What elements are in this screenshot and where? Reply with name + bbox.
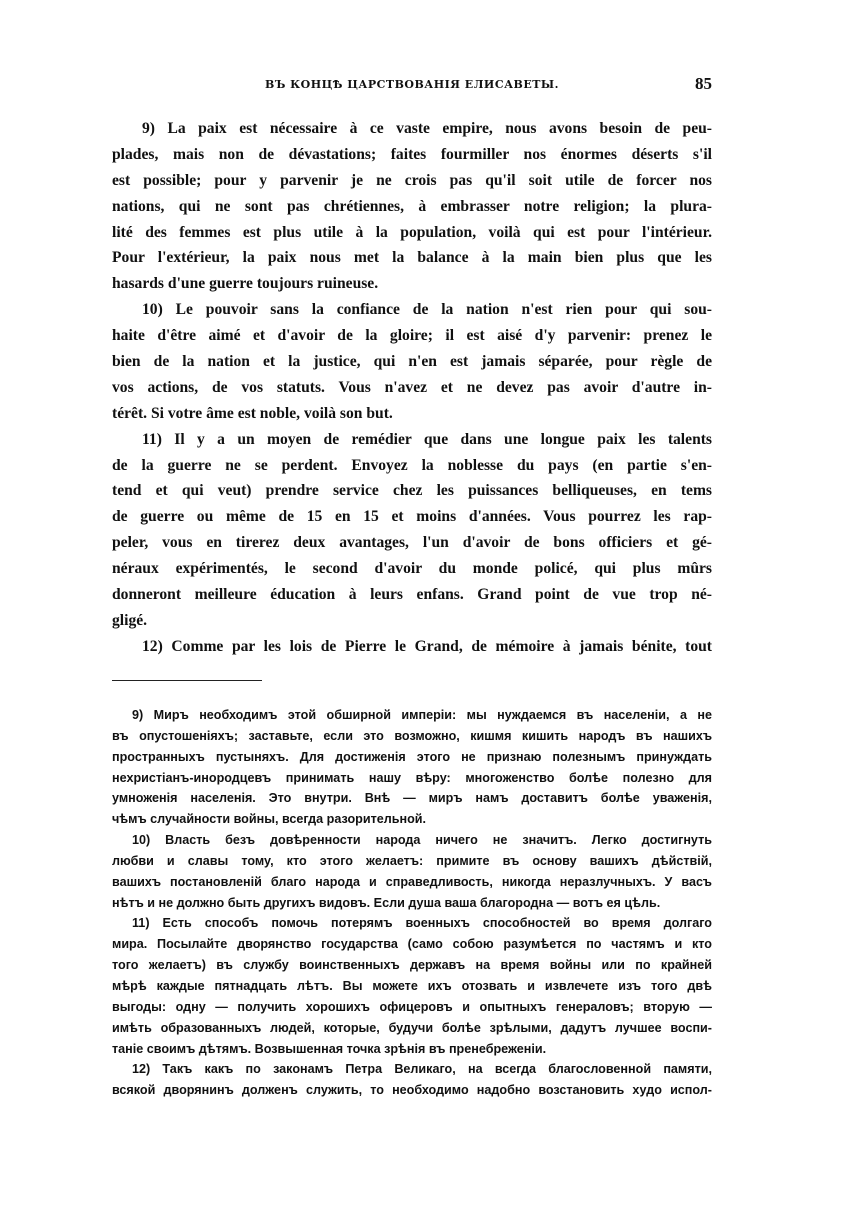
text-line: 9) La paix est nécessaire à ce vaste empire, nous avons besoin de peu- (142, 120, 712, 137)
text-line: 11) Есть способъ помочь потерямъ военныхъ способностей во время долгаго (132, 916, 712, 931)
text-line: того желаетъ) въ службу воинственныхъ державъ на время войны или по крайней (112, 958, 712, 973)
footnote-divider (112, 680, 262, 681)
text-line: 11) Il y a un moyen de remédier que dans une longue paix les talents (142, 430, 712, 448)
text-line: térêt. Si votre âme est noble, voilà son but. (112, 404, 393, 422)
footnote (112, 913, 712, 1059)
text-line: hasards d'une guerre toujours ruineuse. (112, 275, 379, 293)
page-number: 85 (695, 74, 712, 93)
text-line: gligé. (112, 611, 148, 629)
footnotes (112, 705, 712, 1101)
text-line: выгоды: одну — получить хорошихъ офицеровъ и опытныхъ генераловъ; вторую — (112, 999, 712, 1014)
text-line: donneront meilleure éducation à leurs enfans. Grand point de vue trop né- (112, 586, 712, 604)
paragraph (112, 634, 712, 660)
text-line: lité des femmes est plus utile à la population, voilà qui est pour l'intérieur. (112, 223, 712, 241)
text-line: est possible; pour y parvenir je ne crois pas qu'il soit utile de forcer nos (112, 171, 712, 189)
text-line: всякой дворянинъ долженъ служить, то необходимо надобно возстановить худо испол- (112, 1083, 712, 1098)
text-line: вашихъ постановленій благо народа и справедливость, никогда неразлучныхъ. У васъ (112, 874, 712, 889)
main-text (112, 116, 712, 660)
page-header (112, 74, 712, 96)
text-line: tend et qui veut) prendre service chez les puissances belliqueuses, en tems (112, 482, 712, 500)
footnote (112, 705, 712, 830)
text-line: мира. Посылайте дворянство государства (само собою разумѣется по частямъ и кто (112, 937, 712, 952)
paragraph (112, 427, 712, 634)
footnote (112, 830, 712, 913)
text-line: Pour l'extérieur, la paix nous met la balance à la main bien plus que les (112, 249, 712, 267)
text-line: nations, qui ne sont pas chrétiennes, à embrasser notre religion; la plura- (112, 197, 712, 215)
text-line: bien de la nation et la justice, qui n'en est jamais séparée, pour règle de (112, 353, 712, 371)
text-line: 10) Le pouvoir sans la confiance de la nation n'est rien pour qui sou- (142, 301, 712, 319)
text-line: néraux expérimentés, le second d'avoir du monde policé, qui plus mûrs (112, 560, 712, 578)
text-line: plades, mais non de dévastations; faites fourmiller nos énormes déserts s'il (112, 145, 712, 163)
text-line: vos actions, de vos statuts. Vous n'avez et ne devez pas avoir d'autre in- (112, 378, 712, 396)
text-line: haite d'être aimé et d'avoir de la gloire; il est aisé d'y parvenir: prenez le (112, 327, 712, 345)
text-line: въ опустошеніяхъ; заставьте, если это возможно, кишмя кишить народъ въ нашихъ (112, 728, 712, 743)
text-line: пространныхъ пустыняхъ. Для достиженія этого не признаю полезнымъ принуждать (112, 749, 712, 764)
text-line: нѣтъ и не должно быть другихъ видовъ. Если душа ваша благородна — вотъ ея цѣль. (112, 895, 661, 910)
paragraph (112, 116, 712, 297)
text-line: умноженія населенія. Это внутри. Внѣ — миръ намъ доставитъ болѣе уваженія, (112, 791, 712, 806)
text-line: мѣрѣ каждые пятнадцать лѣтъ. Вы можете ихъ отозвать и извлечете изъ того двѣ (112, 978, 712, 993)
text-line: de la guerre ne se perdent. Envoyez la noblesse du pays (en partie s'en- (112, 456, 712, 474)
paragraph (112, 297, 712, 426)
text-line: 9) Миръ необходимъ этой обширной имперіи: мы нуждаемся въ населеніи, а не (132, 708, 712, 722)
text-line: таніе своимъ дѣтямъ. Возвышенная точка зрѣнія въ пренебреженіи. (112, 1041, 547, 1056)
text-line: 12) Такъ какъ по законамъ Петра Великаго, на всегда благословенной памяти, (132, 1062, 712, 1077)
text-line: 12) Comme par les lois de Pierre le Grand, de mémoire à jamais bénite, tout (142, 637, 712, 655)
text-line: имѣть образованныхъ людей, которые, будучи болѣе зрѣлыми, дадутъ лучшее воспи- (112, 1020, 712, 1035)
text-line: чѣмъ случайности войны, всегда разорительной. (112, 812, 427, 827)
text-line: нехристіанъ-инородцевъ принимать нашу вѣру: многоженство болѣе полезно для (112, 770, 712, 785)
text-line: любви и славы тому, кто этого желаетъ: примите въ основу вашихъ дѣйствій, (112, 853, 712, 868)
footnote (112, 1059, 712, 1101)
text-line: 10) Власть безъ довѣренности народа ничего не значитъ. Легко достигнуть (132, 833, 712, 848)
text-line: de guerre ou même de 15 en 15 et moins d'années. Vous pourrez les rap- (112, 508, 712, 526)
running-title: ВЪ КОНЦѢ ЦАРСТВОВАНІЯ ЕЛИСАВЕТЫ. (265, 78, 559, 91)
text-line: peler, vous en tirerez deux avantages, l'un d'avoir de bons officiers et gé- (112, 534, 712, 552)
